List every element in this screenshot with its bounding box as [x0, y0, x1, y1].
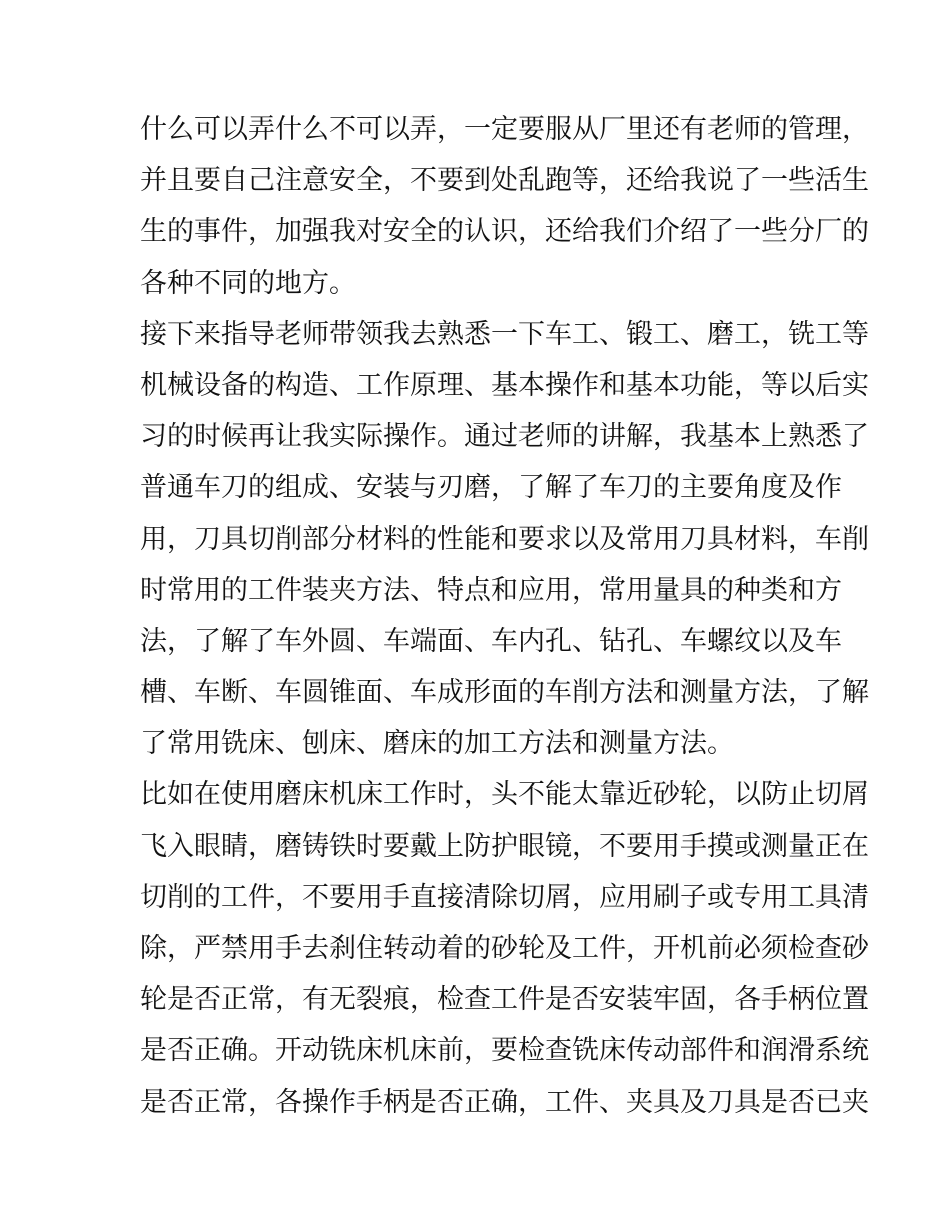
text-line: 机械设备的构造、工作原理、基本操作和基本功能，等以后实 [140, 369, 869, 401]
text-line: 法，了解了车外圆、车端面、车内孔、钻孔、车螺纹以及车 [140, 625, 842, 657]
text-line: 轮是否正常，有无裂痕，检查工件是否安装牢固，各手柄位置 [140, 984, 869, 1016]
text-line: 什么可以弄什么不可以弄，一定要服从厂里还有老师的管理， [140, 114, 869, 145]
text-line: 飞入眼睛，磨铸铁时要戴上防护眼镜，不要用手摸或测量正在 [140, 830, 869, 862]
text-line: 并且要自己注意安全，不要到处乱跑等，还给我说了一些活生 [140, 165, 869, 197]
text-line: 槽、车断、车圆锥面、车成形面的车削方法和测量方法，了解 [140, 677, 869, 709]
text-line: 比如在使用磨床机床工作时，头不能太靠近砂轮，以防止切屑 [140, 779, 869, 811]
text-line: 用，刀具切削部分材料的性能和要求以及常用刀具材料，车削 [140, 523, 869, 555]
body-text [140, 104, 869, 1128]
text-line: 时常用的工件装夹方法、特点和应用，常用量具的种类和方 [140, 574, 842, 606]
text-line: 习的时候再让我实际操作。通过老师的讲解，我基本上熟悉了 [140, 421, 869, 453]
text-line: 是否正确。开动铣床机床前，要检查铣床传动部件和润滑系统 [140, 1035, 869, 1067]
text-line: 各种不同的地方。 [140, 267, 356, 299]
text-line: 是否正常，各操作手柄是否正确，工件、夹具及刀具是否已夹 [140, 1086, 869, 1118]
text-line: 除，严禁用手去刹住转动着的砂轮及工件，开机前必须检查砂 [140, 933, 869, 964]
text-line: 普通车刀的组成、安装与刃磨，了解了车刀的主要角度及作 [140, 472, 842, 504]
text-line: 接下来指导老师带领我去熟悉一下车工、锻工、磨工，铣工等 [140, 318, 869, 350]
text-line: 生的事件，加强我对安全的认识，还给我们介绍了一些分厂的 [140, 216, 869, 248]
text-line: 切削的工件，不要用手直接清除切屑，应用刷子或专用工具清 [140, 881, 869, 913]
text-line: 了常用铣床、刨床、磨床的加工方法和测量方法。 [140, 728, 734, 760]
